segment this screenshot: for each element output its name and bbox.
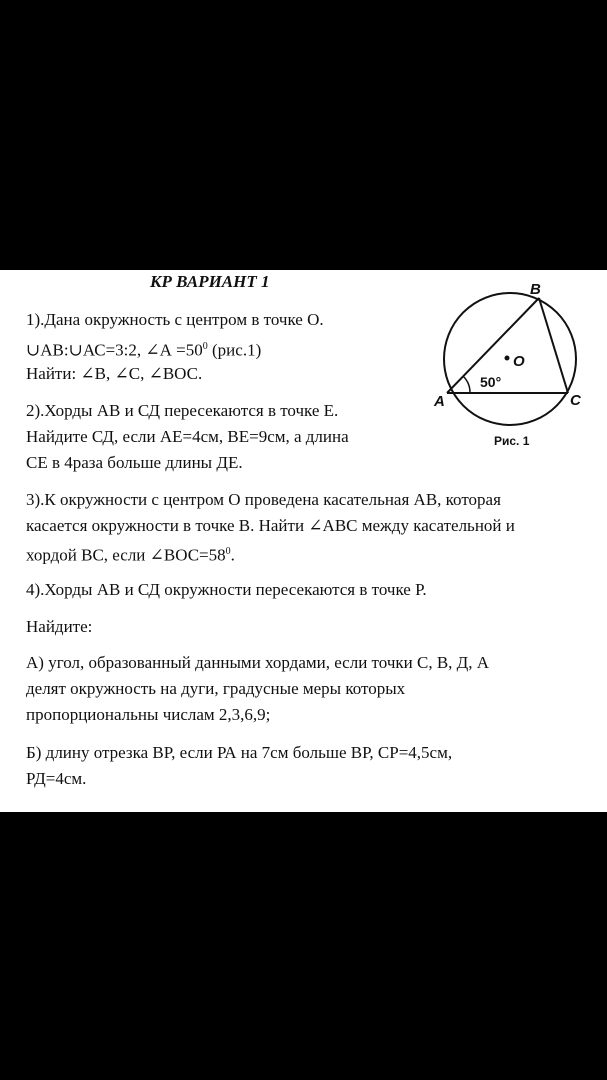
problem-1-line-3: Найти: ∠В, ∠С, ∠ВОС.	[26, 364, 203, 383]
angle-arc	[463, 376, 470, 393]
problem-1-line-2-main: ∪АВ:∪АС=3:2, ∠А =50	[26, 340, 203, 360]
center-point	[505, 356, 510, 361]
problem-4b-line-1: Б) длину отрезка ВР, если РА на 7см больше ВР, СР=4,5см,	[26, 743, 453, 762]
problem-3-line-1: 3).К окружности с центром О проведена касательная АВ, которая	[26, 490, 501, 509]
worksheet	[0, 270, 607, 812]
problem-3-line-3-tail: .	[230, 545, 235, 565]
degree-superscript: 0	[225, 546, 231, 557]
problem-2-line-1: 2).Хорды АВ и СД пересекаются в точке Е.	[26, 401, 339, 420]
worksheet-title: КР ВАРИАНТ 1	[150, 272, 270, 291]
problem-1-line-2-tail: (рис.1)	[207, 340, 262, 360]
figure-caption: Рис. 1	[494, 434, 530, 448]
problem-4a-line-2: делят окружность на дуги, градусные меры которых	[26, 679, 406, 698]
label-a: A	[434, 393, 445, 410]
problem-2-line-2: Найдите СД, если АЕ=4см, ВЕ=9см, а длина	[26, 427, 349, 446]
figure-1-circle-diagram	[430, 274, 590, 449]
chord-bc	[539, 298, 568, 393]
problem-3-line-2: касается окружности в точке В. Найти ∠АВС между касательной и	[26, 516, 515, 535]
problem-1-line-2	[26, 337, 261, 361]
problem-2-line-3: СЕ в 4раза больше длины ДЕ.	[26, 453, 243, 472]
label-o: O	[513, 353, 525, 370]
label-b: B	[530, 281, 541, 298]
problem-4a-line-1: А) угол, образованный данными хордами, если точки С, В, Д, А	[26, 653, 490, 672]
problem-1-line-1: 1).Дана окружность с центром в точке О.	[26, 310, 324, 329]
angle-label: 50°	[480, 374, 502, 390]
problem-3-line-3-main: хордой ВС, если ∠ВОС=58	[26, 545, 226, 565]
circle-outline	[444, 293, 576, 425]
problem-3-line-3	[26, 542, 235, 566]
problem-4a-line-3: пропорциональны числам 2,3,6,9;	[26, 705, 271, 724]
degree-superscript: 0	[202, 341, 208, 352]
problem-4-find: Найдите:	[26, 617, 93, 636]
label-c: C	[570, 392, 581, 409]
problem-4-line-1: 4).Хорды АВ и СД окружности пересекаются в точке Р.	[26, 580, 427, 599]
problem-4b-line-2: РД=4см.	[26, 769, 87, 788]
